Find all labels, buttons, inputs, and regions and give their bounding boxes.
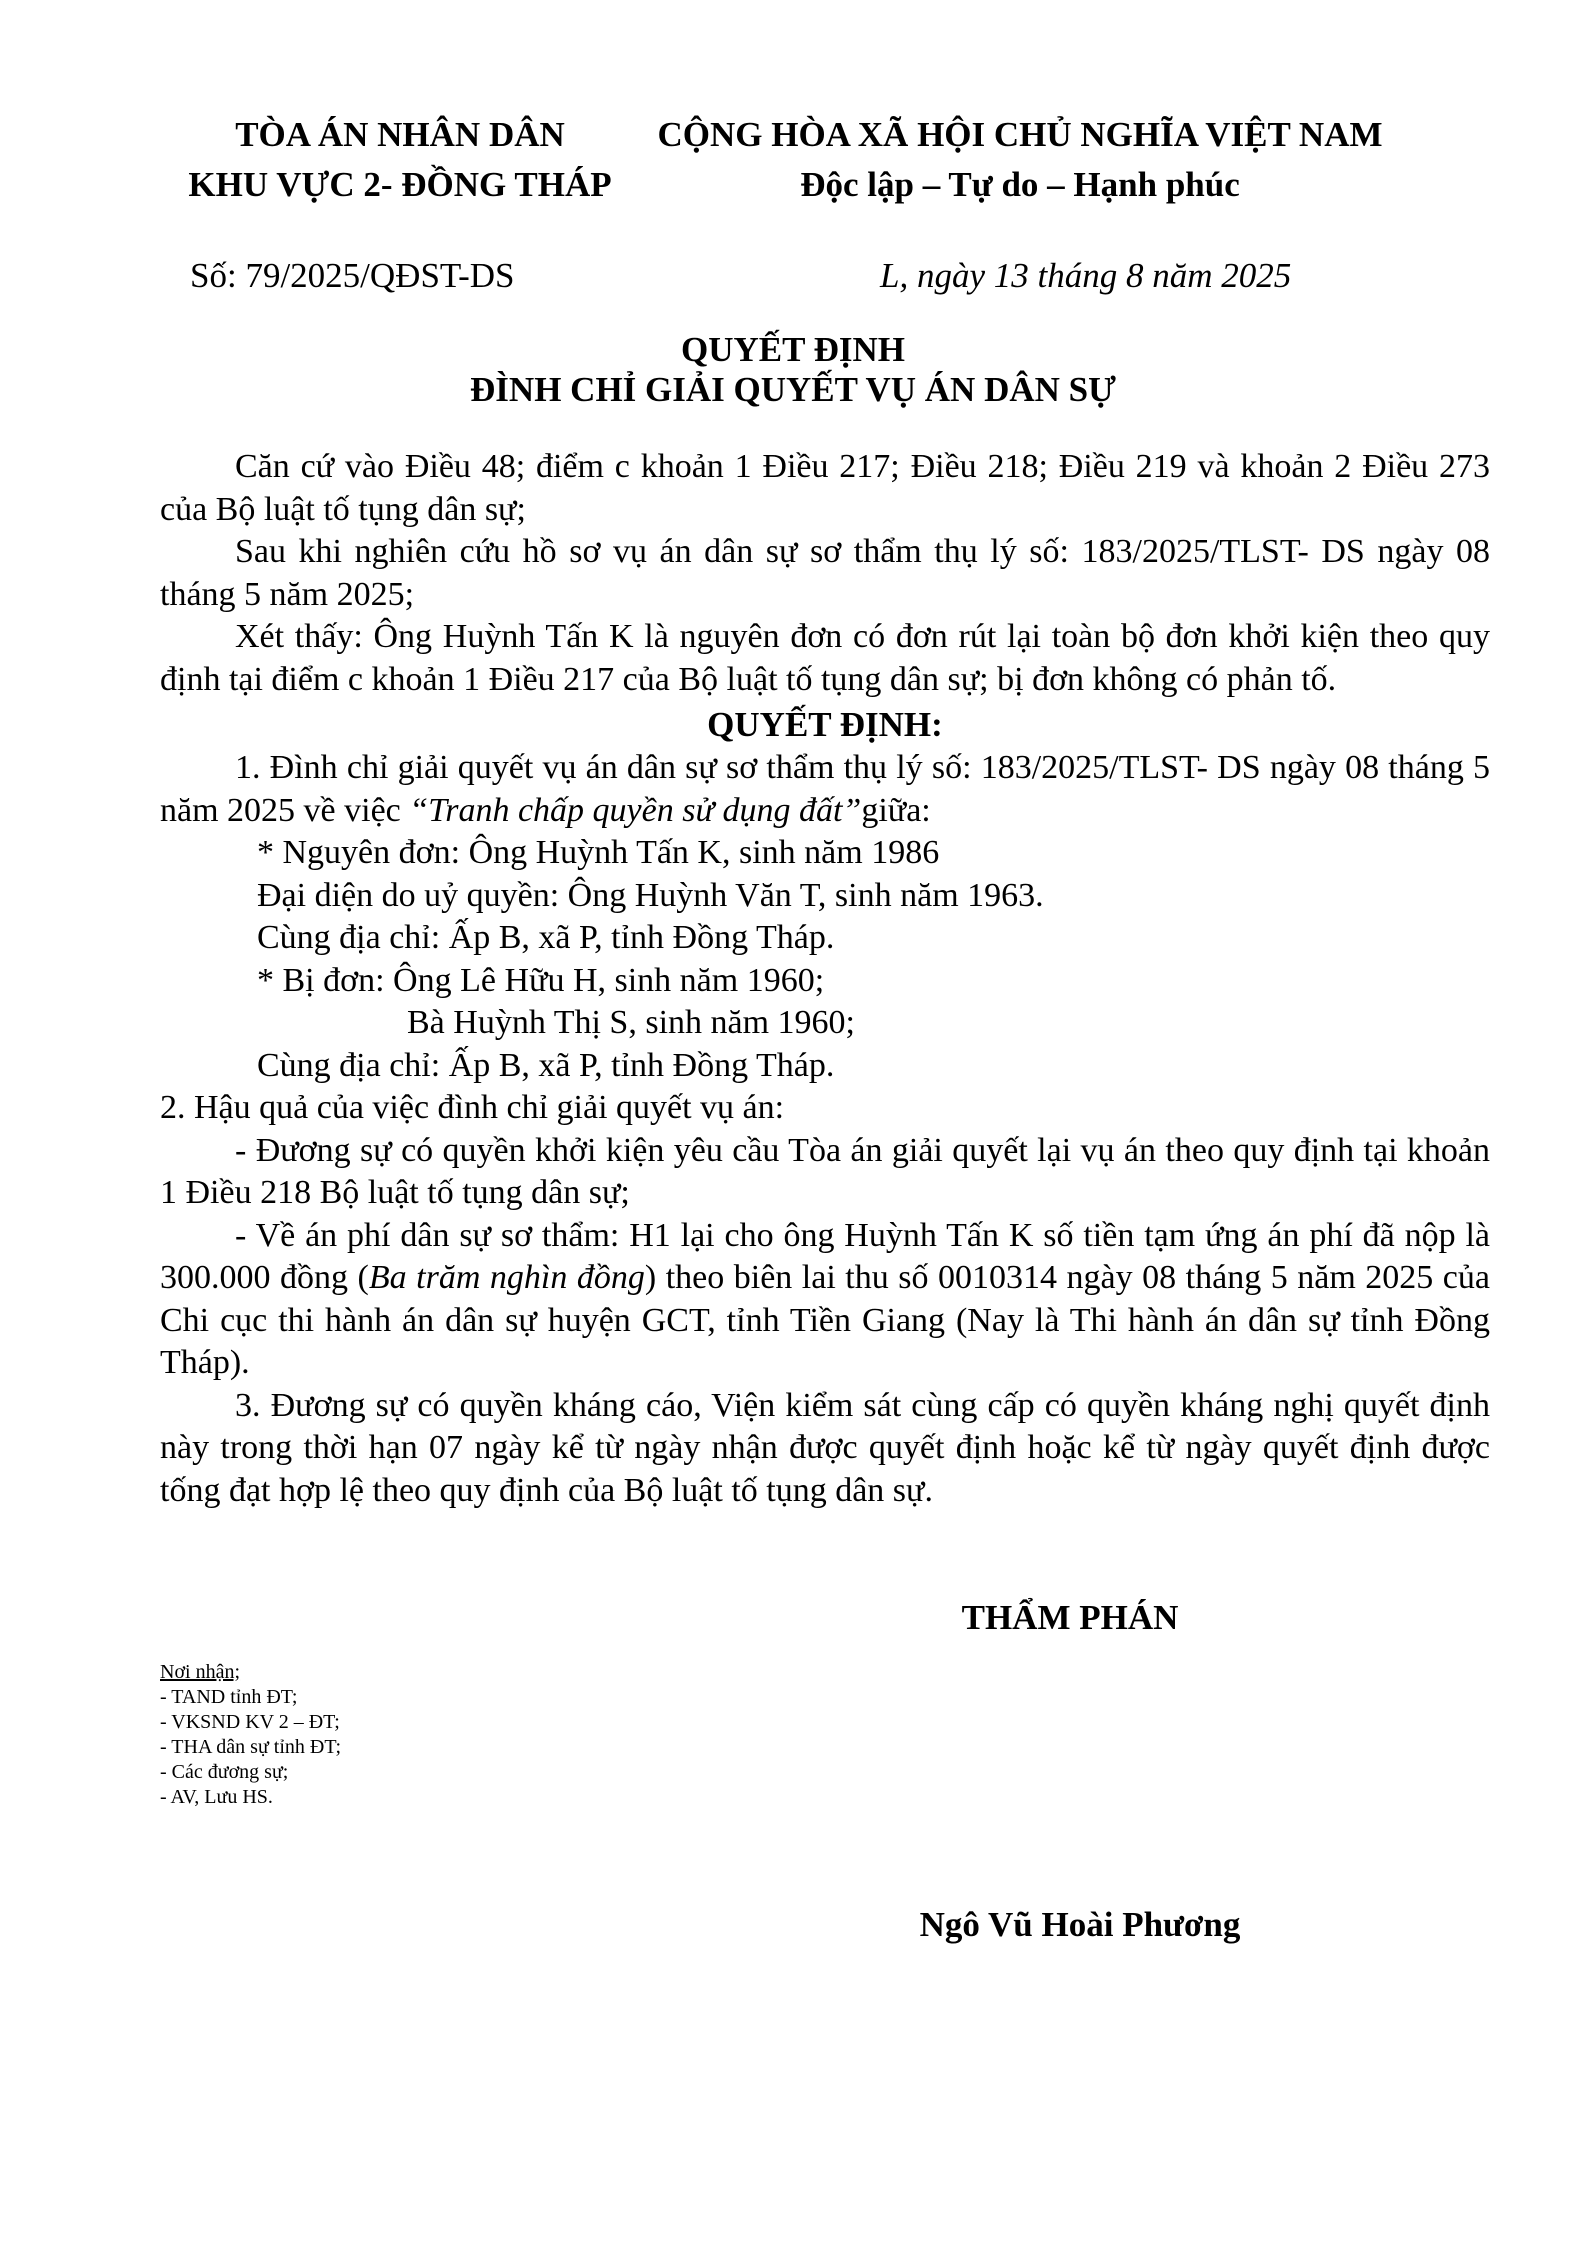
- decision-heading: QUYẾT ĐỊNH:: [707, 705, 943, 744]
- recipients-block: [160, 1660, 341, 1810]
- plaintiff-address: Cùng địa chỉ: Ấp B, xã P, tỉnh Đồng Tháp.: [257, 919, 835, 956]
- preamble-paragraph-1: Căn cứ vào Điều 48; điểm c khoản 1 Điều 217; Điều 218; Điều 219 và khoản 2 Điều 273 của Bộ luật tố tụng dân sự;: [160, 448, 1490, 528]
- recipient-item: - THA dân sự tỉnh ĐT;: [160, 1736, 342, 1758]
- decision-item-3: 3. Đương sự có quyền kháng cáo, Viện kiểm sát cùng cấp có quyền kháng nghị quyết định này trong thời hạn 07 ngày kể từ ngày nhận được quyết định hoặc kể từ ngày quyết định được tống đạt hợp lệ theo quy định của Bộ luật tố tụng dân sự.: [160, 1386, 1490, 1509]
- recipient-item: - TAND tỉnh ĐT;: [160, 1686, 298, 1708]
- defendant-address: Cùng địa chỉ: Ấp B, xã P, tỉnh Đồng Tháp.: [257, 1046, 835, 1084]
- defendant-2: Bà Huỳnh Thị S, sinh năm 1960;: [407, 1004, 855, 1041]
- decision-item-2b-text: - Về án phí dân sự sơ thẩm: H1 lại cho ông Huỳnh Tấn K số tiền tạm ứng án phí đã nộp là 300.000 đồng (: [160, 1216, 1490, 1296]
- court-name: TÒA ÁN NHÂN DÂN: [235, 115, 565, 154]
- decision-item-2a: - Đương sự có quyền khởi kiện yêu cầu Tòa án giải quyết lại vụ án theo quy định tại khoản 1 Điều 218 Bộ luật tố tụng dân sự;: [160, 1131, 1490, 1211]
- court-header: [160, 110, 640, 210]
- national-title: CỘNG HÒA XÃ HỘI CHỦ NGHĨA VIỆT NAM: [657, 115, 1383, 154]
- document-title: QUYẾT ĐỊNH: [681, 330, 905, 369]
- national-header: [620, 110, 1420, 210]
- document-number: Số: 79/2025/QĐST-DS: [190, 256, 515, 295]
- court-region: KHU VỰC 2- ĐỒNG THÁP: [188, 165, 612, 204]
- decision-item-1: [160, 747, 1490, 832]
- signer-name: Ngô Vũ Hoài Phương: [919, 1905, 1241, 1944]
- preamble-paragraph-2: Sau khi nghiên cứu hồ sơ vụ án dân sự sơ thẩm thụ lý số: 183/2025/TLST- DS ngày 08 tháng 5 năm 2025;: [160, 533, 1490, 613]
- decision-item-1-text: 1. Đình chỉ giải quyết vụ án dân sự sơ thẩm thụ lý số: 183/2025/TLST- DS ngày 08 tháng 5 năm 2025 về việc: [160, 749, 1490, 829]
- representative: Đại diện do uỷ quyền: Ông Huỳnh Văn T, sinh năm 1963.: [257, 876, 1044, 914]
- signer-title: THẨM PHÁN: [961, 1598, 1179, 1637]
- decision-item-2b: [160, 1215, 1490, 1385]
- national-motto: Độc lập – Tự do – Hạnh phúc: [800, 165, 1240, 204]
- document-body: [160, 446, 1490, 1512]
- plaintiff: * Nguyên đơn: Ông Huỳnh Tấn K, sinh năm 1986: [257, 834, 940, 871]
- decision-item-2b-end: ) theo biên lai thu số 0010314 ngày 08 tháng 5 năm 2025 của Chi cục thi hành án dân sự huyện GCT, tỉnh Tiền Giang (Nay là Thi hành án dân sự tỉnh Đồng Tháp).: [160, 1259, 1490, 1381]
- recipient-item: - Các đương sự;: [160, 1761, 289, 1783]
- document-date: L, ngày 13 tháng 8 năm 2025: [880, 256, 1292, 295]
- recipients-heading: Nơi nhận;: [160, 1661, 241, 1683]
- recipient-item: - AV, Lưu HS.: [160, 1786, 273, 1808]
- preamble-paragraph-3: Xét thấy: Ông Huỳnh Tấn K là nguyên đơn có đơn rút lại toàn bộ đơn khởi kiện theo quy định tại điểm c khoản 1 Điều 217 của Bộ luật tố tụng dân sự; bị đơn không có phản tố.: [160, 618, 1490, 698]
- recipient-item: - VKSND KV 2 – ĐT;: [160, 1711, 340, 1733]
- decision-item-1-end: giữa:: [861, 791, 931, 829]
- defendant-1: * Bị đơn: Ông Lê Hữu H, sinh năm 1960;: [257, 961, 825, 999]
- document-subtitle: ĐÌNH CHỈ GIẢI QUYẾT VỤ ÁN DÂN SỰ: [470, 370, 1116, 409]
- dispute-type: “Tranh chấp quyền sử dụng đất”: [409, 791, 862, 829]
- fee-in-words: Ba trăm nghìn đồng: [368, 1259, 645, 1296]
- decision-item-2: 2. Hậu quả của việc đình chỉ giải quyết vụ án:: [160, 1089, 785, 1126]
